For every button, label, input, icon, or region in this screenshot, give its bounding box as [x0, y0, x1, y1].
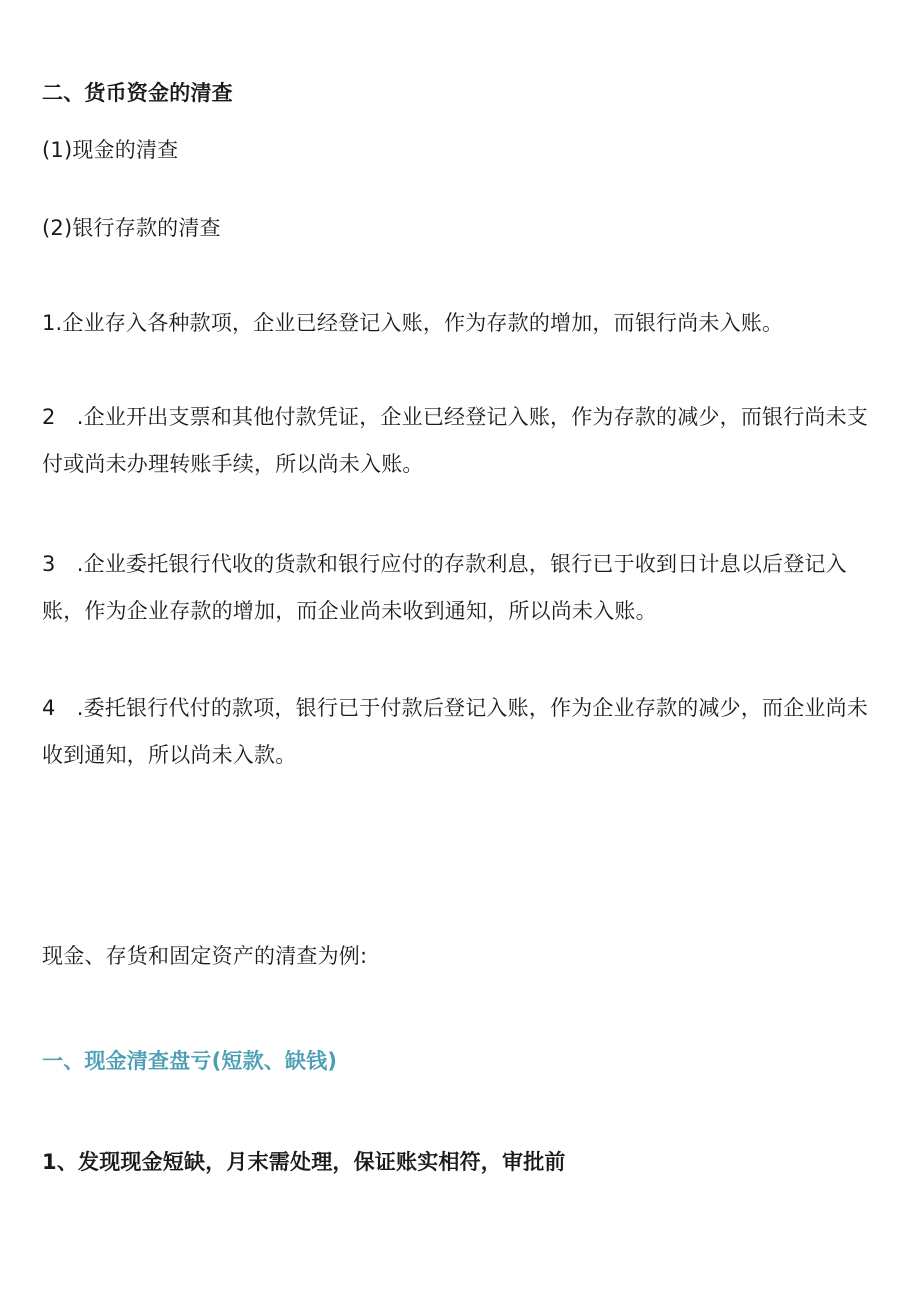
list-item-1: 1.企业存入各种款项，企业已经登记入账，作为存款的增加，而银行尚未入账。 — [42, 311, 784, 335]
subheading-cash-check: (1)现金的清查 — [42, 138, 179, 162]
subheading-bank-deposit-check: (2)银行存款的清查 — [42, 216, 221, 240]
list-item-3: 3 .企业委托银行代收的货款和银行应付的存款利息，银行已于收到日计息以后登记入账，作为企业存款的增加，而企业尚未收到通知，所以尚未入账。 — [42, 552, 847, 623]
section-heading-cash-shortage: 一、现金清查盘亏(短款、缺钱) — [42, 1049, 338, 1073]
section-heading-monetary-funds: 二、货币资金的清查 — [42, 81, 233, 105]
list-item-2: 2 .企业开出支票和其他付款凭证，企业已经登记入账，作为存款的减少，而银行尚未支付或尚未办理转账手续，所以尚未入账。 — [42, 405, 869, 476]
step-one-text: 1、发现现金短缺，月末需处理，保证账实相符，审批前 — [42, 1150, 566, 1174]
intro-text: 现金、存货和固定资产的清查为例: — [42, 944, 368, 968]
list-item-4: 4 .委托银行代付的款项，银行已于付款后登记入账，作为企业存款的减少，而企业尚未收到通知，所以尚未入款。 — [42, 696, 869, 767]
